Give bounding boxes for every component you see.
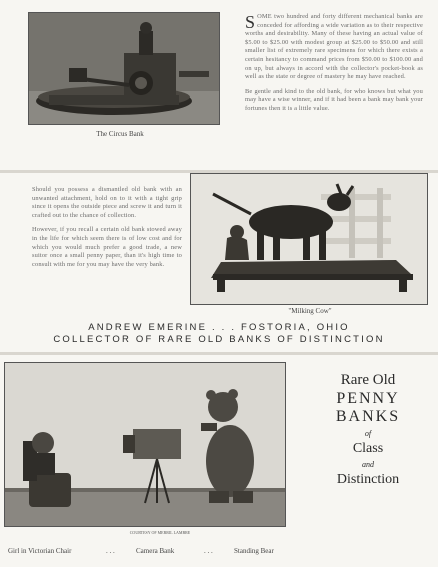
caption-separator-2: . . . [204, 547, 213, 555]
photo-credit: COURTESY OF MERRIL LAMBRE [129, 530, 191, 535]
dropcap-letter: S [245, 12, 256, 32]
circus-bank-illustration [29, 13, 220, 125]
title-banks: BANKS [335, 408, 401, 425]
three-banks-photo [4, 362, 286, 527]
intro-text [245, 13, 423, 120]
advice-paragraph-1: Should you possess a dismantled old bank with an unwanted attachment, hold on to it with a tight grip since it opens the outside piece and screw it and turn it crafted out to the chance of collection. [32, 186, 182, 219]
intro-paragraph-1: SOME two hundred and forty different mechanical banks are conceded for affording a wide variation as to their respective worths and desirability. Many of these having an actual value of $5.00 to $25.00 with modest group at $25.00 to $50.00 and still smaller list of extremely rare specimens for which there exists a certain hesitancy to command prices from $50.00 to $100.00 and on up, but always in accord with the collector's pocket-book as well as the state or degree of mastery he may have reached. [245, 12, 423, 81]
caption-girl-chair: Girl in Victorian Chair [8, 547, 72, 555]
intro-paragraph-2: Be gentle and kind to the old bank, for who knows but what you may have a wise winner, and if it had been a bank may bank your fortunes then it is a little value. [245, 87, 423, 112]
milking-cow-photo [190, 173, 428, 305]
brochure-title [298, 372, 438, 488]
circus-bank-photo [28, 12, 220, 125]
title-penny: PENNY [336, 390, 400, 407]
fold-line-2 [0, 352, 438, 355]
caption-separator-1: . . . [106, 547, 115, 555]
title-class: Class [352, 441, 384, 456]
advice-text [32, 186, 182, 275]
circus-bank-caption: The Circus Bank [96, 130, 144, 138]
milking-cow-illustration [191, 174, 428, 305]
title-rare-old: Rare Old [340, 372, 396, 388]
title-and: and [362, 460, 374, 469]
three-banks-illustration [5, 363, 286, 527]
title-of: of [364, 429, 372, 438]
caption-camera-bank: Camera Bank [136, 547, 175, 555]
collector-name-line: ANDREW EMERINE . . . FOSTORIA, OHIO [88, 322, 350, 333]
advice-paragraph-2: However, if you recall a certain old bank stowed away in the life for which seem there is of low cost and for which you would much prefer a good trade, a new suitor once a small penny paper, than it's high time to consult with me for you may have the very bank. [32, 226, 182, 268]
title-distinction: Distinction [336, 472, 400, 487]
collector-tagline: COLLECTOR OF RARE OLD BANKS OF DISTINCTION [53, 334, 385, 345]
milking-cow-caption: "Milking Cow" [288, 307, 332, 315]
caption-standing-bear: Standing Bear [234, 547, 274, 555]
